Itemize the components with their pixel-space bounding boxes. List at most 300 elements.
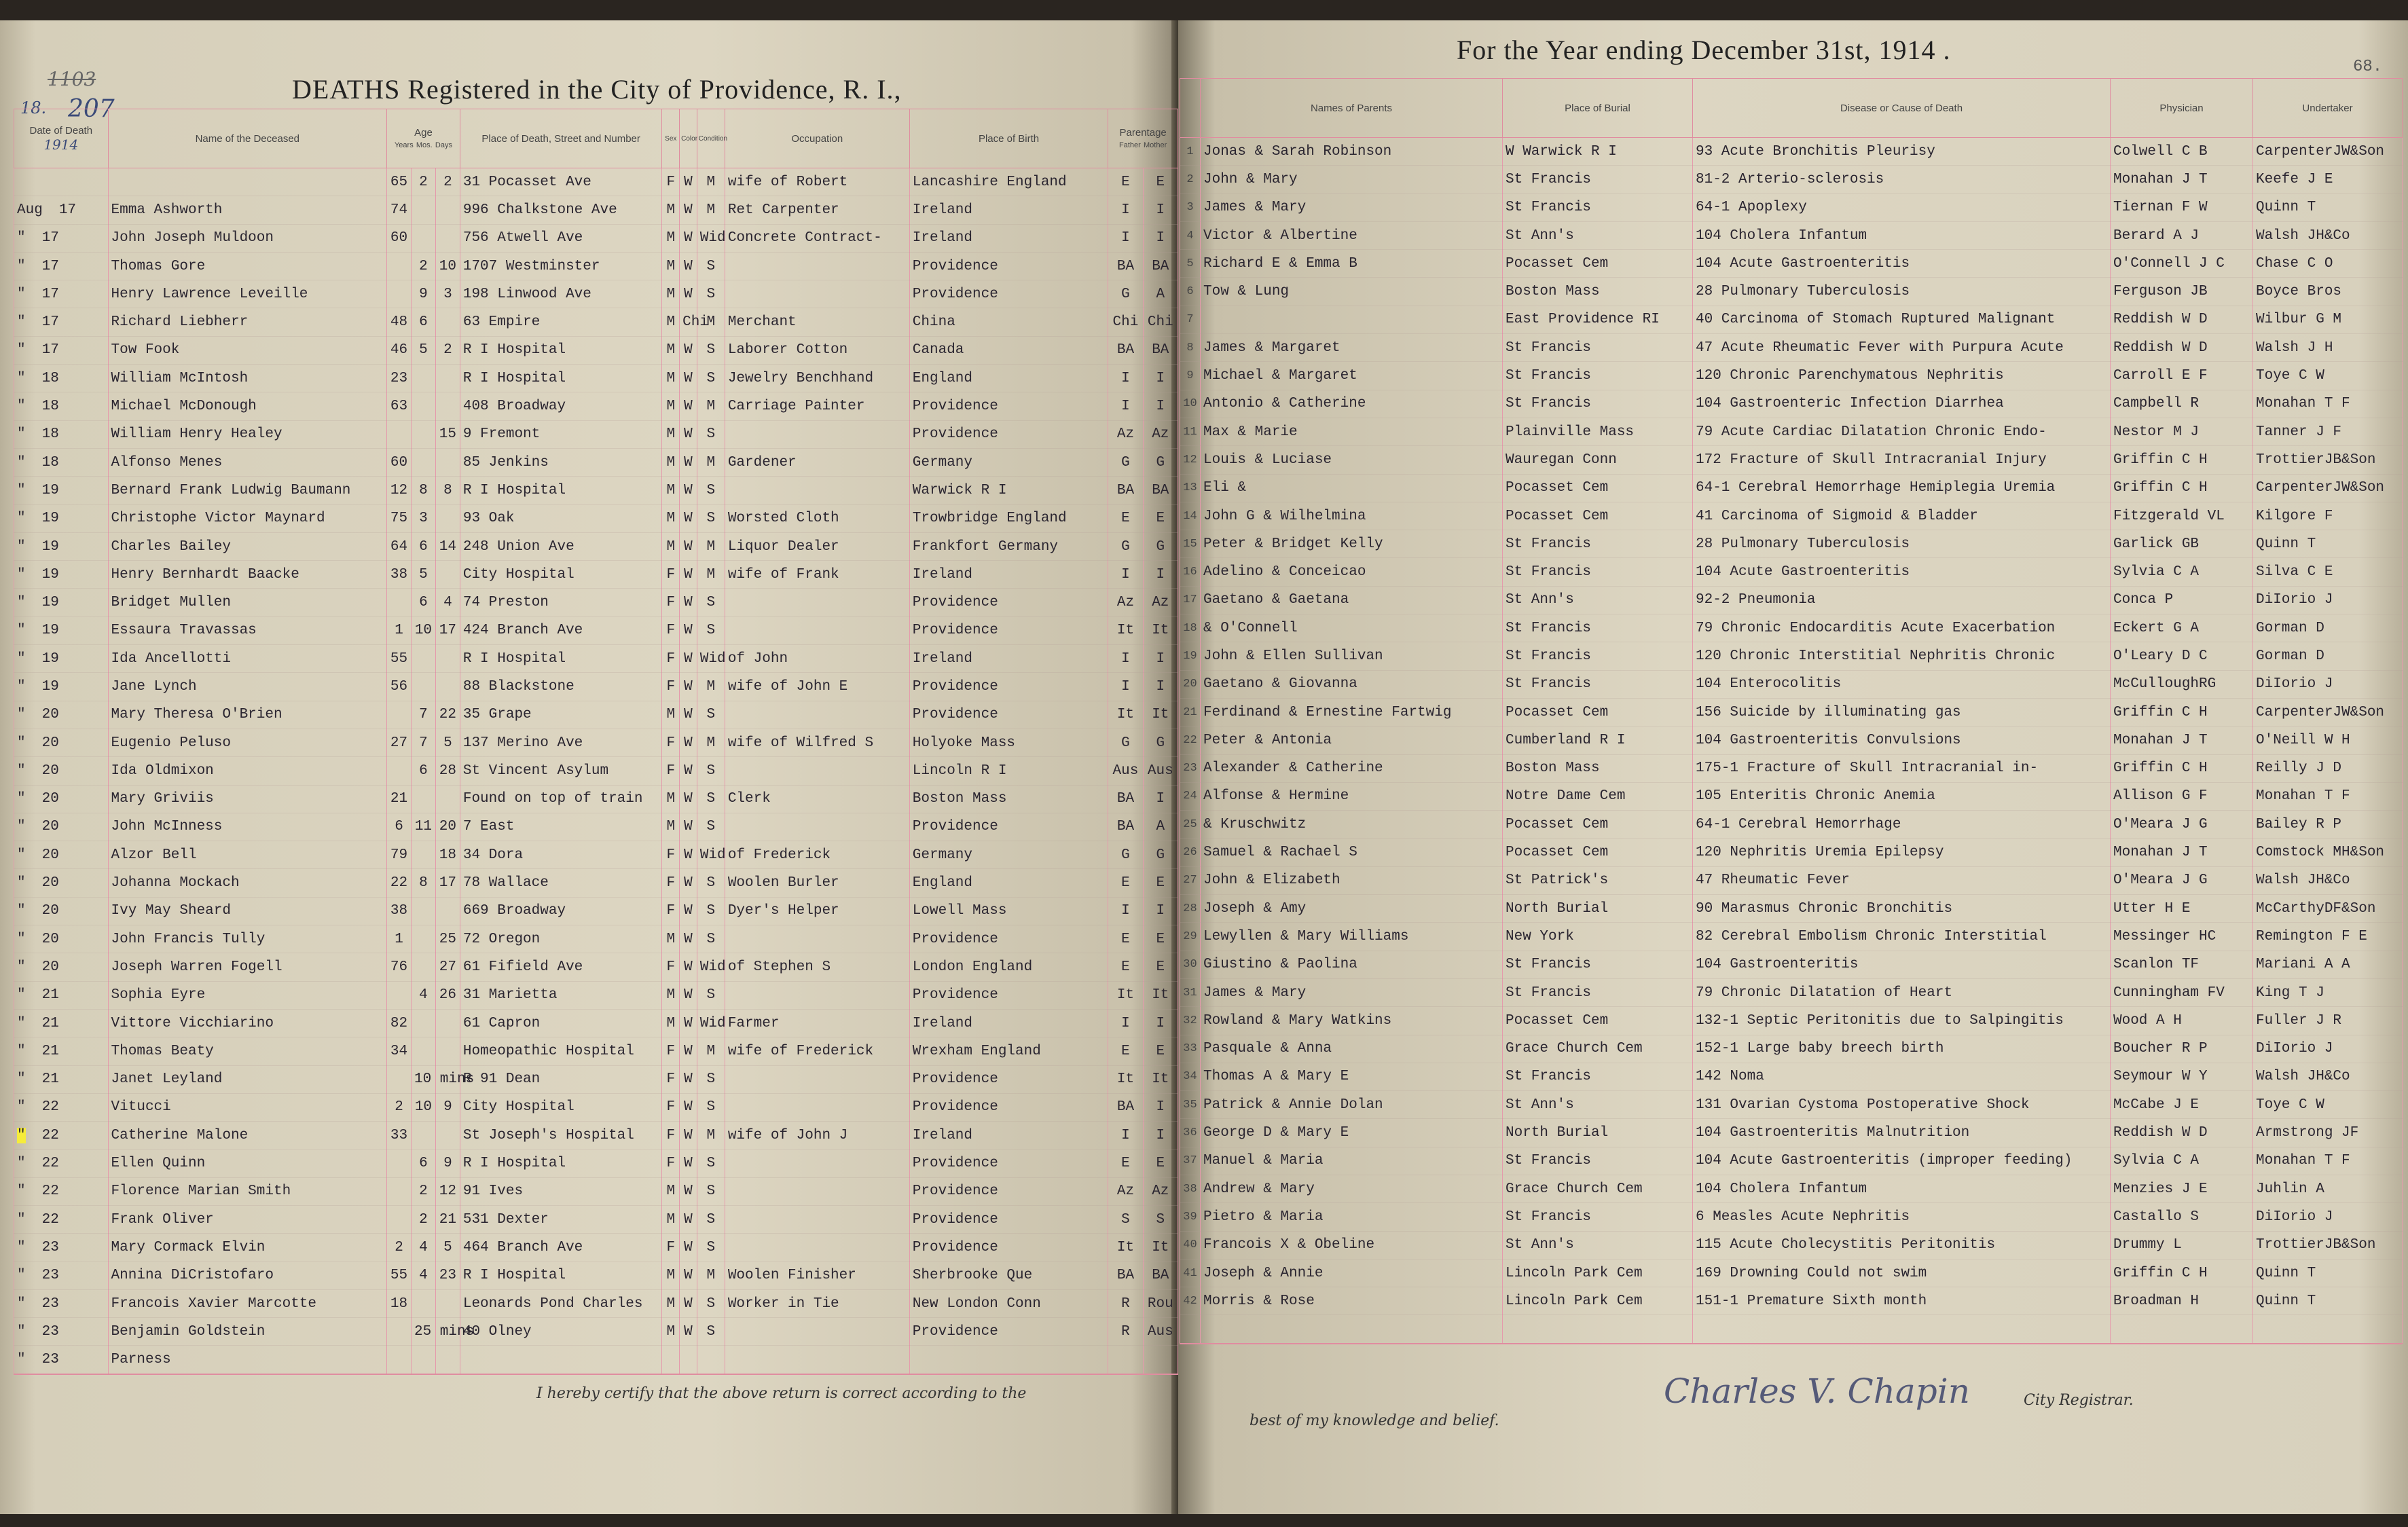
right-table-row: [1180, 502, 2403, 530]
cell-age-days: 2: [435, 336, 460, 364]
cell-condition: S: [697, 757, 725, 785]
cell-father-birthplace: R: [1108, 1289, 1143, 1317]
cell-age-years: 12: [387, 477, 412, 504]
left-register-table: [14, 109, 1178, 1375]
cell-cause: 41 Carcinoma of Sigmoid & Bladder: [1693, 502, 2111, 530]
cell-occupation: Worsted Cloth: [725, 504, 909, 532]
left-table-row: [14, 953, 1178, 981]
cell-parents: Manuel & Maria: [1201, 1147, 1503, 1175]
cell-day: 19: [41, 650, 59, 667]
cell-mother-birthplace: I: [1143, 673, 1178, 701]
left-table-row: [14, 1065, 1178, 1093]
cell-occupation: of John: [725, 645, 909, 673]
cell-parents: John G & Wilhelmina: [1201, 502, 1503, 530]
cell-mother-birthplace: I: [1143, 1093, 1178, 1121]
cell-condition: S: [697, 897, 725, 925]
cell-physician: Carroll E F: [2111, 362, 2253, 390]
cell-month: ": [17, 1043, 26, 1059]
cell-undertaker: Monahan T F: [2253, 782, 2403, 810]
right-table-row: [1180, 138, 2403, 166]
cell-father-birthplace: I: [1108, 897, 1143, 925]
cell-condition: Wid: [697, 1009, 725, 1037]
cell-mother-birthplace: I: [1143, 1122, 1178, 1149]
cell-day: 22: [41, 1211, 59, 1228]
cell-age-days: [435, 365, 460, 392]
cell-undertaker: Fuller J R: [2253, 1007, 2403, 1035]
cell-month: ": [17, 595, 26, 611]
cell-name: Michael McDonough: [108, 392, 387, 420]
cell-month: ": [17, 1156, 26, 1172]
cell-age-months: [411, 925, 435, 953]
cell-burial: St Francis: [1503, 362, 1693, 390]
cell-undertaker: CarpenterJW&Son: [2253, 698, 2403, 726]
cell-row-number: 35: [1180, 1091, 1201, 1119]
cell-birthplace: Providence: [909, 420, 1108, 448]
cell-condition: M: [697, 448, 725, 476]
cell-father-birthplace: BA: [1108, 252, 1143, 280]
cell-age-years: 22: [387, 869, 412, 897]
cell-physician: Monahan J T: [2111, 166, 2253, 194]
col-place-of-death: Place of Death, Street and Number: [460, 109, 662, 168]
left-table-row: [14, 477, 1178, 504]
left-table-row: [14, 224, 1178, 252]
cell-sex: M: [662, 448, 680, 476]
col-undertaker: Undertaker: [2253, 79, 2403, 138]
cell-undertaker: Tanner J F: [2253, 418, 2403, 445]
cell-date: [14, 168, 109, 196]
cell-occupation: [725, 1205, 909, 1233]
cell-occupation: [725, 981, 909, 1009]
cell-undertaker: O'Neill W H: [2253, 726, 2403, 754]
cell-father-birthplace: E: [1108, 168, 1143, 196]
cell-burial: North Burial: [1503, 1119, 1693, 1147]
cell-color: Chi: [680, 308, 697, 336]
cell-month: ": [17, 314, 26, 331]
cell-age-days: 15: [435, 420, 460, 448]
cell-color: W: [680, 1177, 697, 1205]
left-table-row: [14, 1234, 1178, 1262]
cell-date: [14, 953, 109, 981]
cell-birthplace: Trowbridge England: [909, 504, 1108, 532]
cell-place-of-death: 996 Chalkstone Ave: [460, 196, 662, 224]
cell-age-months: 8: [411, 869, 435, 897]
cell-age-months: [411, 645, 435, 673]
cell-parents: Francois X & Obeline: [1201, 1231, 1503, 1259]
cell-date: [14, 617, 109, 644]
cell-row-number: 41: [1180, 1259, 1201, 1287]
cell-month: ": [17, 566, 26, 583]
cell-burial: Notre Dame Cem: [1503, 782, 1693, 810]
cell-cause: 175-1 Fracture of Skull Intracranial in-: [1693, 754, 2111, 782]
cell-place-of-death: 248 Union Ave: [460, 532, 662, 560]
cell-undertaker: DiIorio J: [2253, 1203, 2403, 1231]
cell-condition: M: [697, 729, 725, 756]
cell-physician: Menzies J E: [2111, 1175, 2253, 1202]
left-table-row: [14, 1346, 1178, 1374]
page-number-left: 207: [68, 95, 115, 123]
cell-age-days: 27: [435, 953, 460, 981]
cell-age-years: [387, 757, 412, 785]
cell-month: ": [17, 538, 26, 555]
cell-age-days: [435, 504, 460, 532]
right-table-row: [1180, 1175, 2403, 1202]
cell-day: 20: [41, 847, 59, 863]
cell-color: W: [680, 785, 697, 813]
cell-age-years: 23: [387, 365, 412, 392]
cell-mother-birthplace: Rou: [1143, 1289, 1178, 1317]
cell-row-number: 21: [1180, 698, 1201, 726]
cell-row-number: 3: [1180, 194, 1201, 221]
cell-age-days: 3: [435, 280, 460, 308]
cell-date: [14, 308, 109, 336]
cell-color: W: [680, 392, 697, 420]
cell-cause: 64-1 Cerebral Hemorrhage: [1693, 811, 2111, 839]
cell-condition: S: [697, 1093, 725, 1121]
cell-day: 17: [58, 202, 77, 218]
right-table-row: [1180, 951, 2403, 978]
cell-parents: Rowland & Mary Watkins: [1201, 1007, 1503, 1035]
cell-name: William McIntosh: [108, 365, 387, 392]
cell-age-months: [411, 1346, 435, 1374]
cell-sex: M: [662, 365, 680, 392]
cell-undertaker: Toye C W: [2253, 362, 2403, 390]
cell-date: [14, 1177, 109, 1205]
cell-color: W: [680, 1093, 697, 1121]
cell-occupation: Jewelry Benchhand: [725, 365, 909, 392]
cell-occupation: Farmer: [725, 1009, 909, 1037]
cell-age-years: 75: [387, 504, 412, 532]
cell-cause: 6 Measles Acute Nephritis: [1693, 1203, 2111, 1231]
cell-day: 23: [41, 1295, 59, 1312]
cell-place-of-death: 78 Wallace: [460, 869, 662, 897]
cell-birthplace: Providence: [909, 925, 1108, 953]
cell-name: Ellen Quinn: [108, 1149, 387, 1177]
left-table-row: [14, 561, 1178, 589]
right-table-row: [1180, 390, 2403, 418]
cell-age-days: 8: [435, 477, 460, 504]
cell-burial: St Francis: [1503, 614, 1693, 642]
cell-day: 19: [41, 678, 59, 695]
cell-age-years: 38: [387, 561, 412, 589]
cell-parents: George D & Mary E: [1201, 1119, 1503, 1147]
cell-undertaker: Walsh JH&Co: [2253, 1063, 2403, 1090]
cell-cause: 104 Gastroenteritis Malnutrition: [1693, 1119, 2111, 1147]
cell-parents: Pietro & Maria: [1201, 1203, 1503, 1231]
cell-color: W: [680, 1262, 697, 1289]
left-table-row: [14, 701, 1178, 729]
cell-physician: O'Leary D C: [2111, 642, 2253, 670]
cell-physician: Tiernan F W: [2111, 194, 2253, 221]
cell-age-days: 23: [435, 1262, 460, 1289]
cell-row-number: 27: [1180, 866, 1201, 894]
cell-occupation: wife of Wilfred S: [725, 729, 909, 756]
cell-condition: M: [697, 532, 725, 560]
cell-month: ": [17, 819, 26, 835]
cell-row-number: 17: [1180, 586, 1201, 614]
cell-age-years: 18: [387, 1289, 412, 1317]
cell-day: 20: [41, 762, 59, 779]
cell-physician: Messinger HC: [2111, 923, 2253, 951]
cell-mother-birthplace: G: [1143, 729, 1178, 756]
right-table-row: [1180, 642, 2403, 670]
left-header-row: [14, 109, 1178, 168]
cell-row-number: 25: [1180, 811, 1201, 839]
cell-color: W: [680, 365, 697, 392]
cell-month: ": [17, 426, 26, 443]
cell-condition: S: [697, 1234, 725, 1262]
cell-place-of-death: 137 Merino Ave: [460, 729, 662, 756]
cell-occupation: [725, 1093, 909, 1121]
col-parents: Names of Parents: [1201, 79, 1503, 138]
cell-mother-birthplace: BA: [1143, 336, 1178, 364]
cell-row-number: [1180, 1315, 1201, 1344]
cell-birthplace: Wrexham England: [909, 1037, 1108, 1065]
cell-birthplace: Germany: [909, 841, 1108, 869]
cell-cause: 104 Acute Gastroenteritis: [1693, 558, 2111, 586]
cell-burial: St Francis: [1503, 390, 1693, 418]
cell-date: [14, 224, 109, 252]
cell-age-years: [387, 1205, 412, 1233]
cell-birthplace: Providence: [909, 1093, 1108, 1121]
cell-color: W: [680, 841, 697, 869]
cell-birthplace: Holyoke Mass: [909, 729, 1108, 756]
cell-day: 20: [41, 903, 59, 919]
cell-father-birthplace: It: [1108, 701, 1143, 729]
cell-cause: 28 Pulmonary Tuberculosis: [1693, 530, 2111, 558]
cell-age-months: 6: [411, 532, 435, 560]
cell-physician: Boucher R P: [2111, 1035, 2253, 1063]
cell-birthplace: Providence: [909, 617, 1108, 644]
cell-birthplace: Ireland: [909, 645, 1108, 673]
cell-father-birthplace: I: [1108, 365, 1143, 392]
cell-age-years: 56: [387, 673, 412, 701]
cell-parents: Ferdinand & Ernestine Fartwig: [1201, 698, 1503, 726]
cell-birthplace: London England: [909, 953, 1108, 981]
cell-occupation: [725, 757, 909, 785]
cell-cause: 104 Gastroenteritis Convulsions: [1693, 726, 2111, 754]
cell-birthplace: Frankfort Germany: [909, 532, 1108, 560]
cell-birthplace: Germany: [909, 448, 1108, 476]
registrar-title: City Registrar.: [2024, 1392, 2134, 1409]
cell-date: [14, 1234, 109, 1262]
cell-burial: Lincoln Park Cem: [1503, 1259, 1693, 1287]
cell-cause: 40 Carcinoma of Stomach Ruptured Malignant: [1693, 306, 2111, 333]
cell-birthplace: Ireland: [909, 1009, 1108, 1037]
cell-month: ": [17, 707, 26, 723]
cell-cause: 104 Enterocolitis: [1693, 670, 2111, 698]
cell-undertaker: Comstock MH&Son: [2253, 839, 2403, 866]
cell-age-years: 34: [387, 1037, 412, 1065]
cell-name: John Francis Tully: [108, 925, 387, 953]
cell-age-days: 2: [435, 168, 460, 196]
cell-birthplace: Providence: [909, 1065, 1108, 1093]
right-register-table: [1180, 78, 2403, 1344]
cell-name: Janet Leyland: [108, 1065, 387, 1093]
col-date: Date of Death 1914: [14, 109, 109, 168]
cell-sex: M: [662, 336, 680, 364]
cell-age-months: [411, 673, 435, 701]
left-table-row: [14, 365, 1178, 392]
left-table-body: [14, 168, 1178, 1374]
cell-month: ": [17, 650, 26, 667]
cell-physician: Garlick GB: [2111, 530, 2253, 558]
cell-father-birthplace: G: [1108, 841, 1143, 869]
cell-name: John McInness: [108, 813, 387, 841]
cell-birthplace: Providence: [909, 280, 1108, 308]
cell-age-years: [387, 981, 412, 1009]
cell-age-years: [387, 420, 412, 448]
right-table-row: [1180, 1259, 2403, 1287]
cell-father-birthplace: E: [1108, 504, 1143, 532]
cell-name: Mary Cormack Elvin: [108, 1234, 387, 1262]
cell-month: ": [17, 678, 26, 695]
right-table-row: [1180, 895, 2403, 923]
cell-burial: Pocasset Cem: [1503, 474, 1693, 502]
cell-row-number: 36: [1180, 1119, 1201, 1147]
cell-physician: [2111, 1315, 2253, 1344]
cell-condition: S: [697, 252, 725, 280]
cell-burial: Pocasset Cem: [1503, 1007, 1693, 1035]
cell-name: John Joseph Muldoon: [108, 224, 387, 252]
cell-day: 23: [41, 1239, 59, 1255]
cell-physician: Griffin C H: [2111, 474, 2253, 502]
cell-occupation: Concrete Contract-: [725, 224, 909, 252]
cell-undertaker: Walsh J H: [2253, 334, 2403, 362]
cell-color: W: [680, 701, 697, 729]
cell-father-birthplace: I: [1108, 392, 1143, 420]
cell-day: 17: [41, 286, 59, 302]
cell-occupation: Gardener: [725, 448, 909, 476]
page-prefix: 18.: [20, 98, 47, 117]
left-table-row: [14, 280, 1178, 308]
cell-father-birthplace: R: [1108, 1318, 1143, 1346]
cell-date: [14, 252, 109, 280]
cell-date: [14, 448, 109, 476]
cell-age-months: [411, 420, 435, 448]
cell-color: W: [680, 1009, 697, 1037]
cell-age-years: 76: [387, 953, 412, 981]
cell-burial: St Ann's: [1503, 1091, 1693, 1119]
cell-age-years: [387, 1346, 412, 1374]
cell-mother-birthplace: G: [1143, 448, 1178, 476]
col-occupation: Occupation: [725, 109, 909, 168]
cell-age-days: [435, 448, 460, 476]
right-table-row: [1180, 1315, 2403, 1344]
cell-age-years: [387, 1149, 412, 1177]
cell-color: W: [680, 925, 697, 953]
cell-occupation: Dyer's Helper: [725, 897, 909, 925]
cell-age-years: 60: [387, 448, 412, 476]
cell-undertaker: Walsh JH&Co: [2253, 866, 2403, 894]
cell-color: W: [680, 252, 697, 280]
cell-undertaker: Quinn T: [2253, 1287, 2403, 1315]
cell-age-days: [435, 785, 460, 813]
cell-mother-birthplace: I: [1143, 897, 1178, 925]
cell-physician: Griffin C H: [2111, 698, 2253, 726]
cell-color: W: [680, 1037, 697, 1065]
right-table-row: [1180, 670, 2403, 698]
right-table-row: [1180, 278, 2403, 306]
right-table-row: [1180, 1231, 2403, 1259]
cell-age-years: 74: [387, 196, 412, 224]
cell-age-months: 4: [411, 1262, 435, 1289]
cell-age-days: [435, 1122, 460, 1149]
cell-parents: John & Ellen Sullivan: [1201, 642, 1503, 670]
cell-condition: S: [697, 981, 725, 1009]
cell-sex: M: [662, 1205, 680, 1233]
cell-occupation: wife of Frederick: [725, 1037, 909, 1065]
cell-parents: Tow & Lung: [1201, 278, 1503, 306]
left-table-row: [14, 729, 1178, 756]
cell-father-birthplace: G: [1108, 532, 1143, 560]
cell-mother-birthplace: It: [1143, 617, 1178, 644]
cell-cause: 64-1 Apoplexy: [1693, 194, 2111, 221]
cell-date: [14, 1065, 109, 1093]
cell-physician: Monahan J T: [2111, 839, 2253, 866]
cell-burial: Grace Church Cem: [1503, 1035, 1693, 1063]
cell-age-months: [411, 448, 435, 476]
cell-month: ": [17, 1183, 26, 1200]
cell-age-years: 1: [387, 925, 412, 953]
cell-undertaker: Quinn T: [2253, 1259, 2403, 1287]
cell-condition: M: [697, 673, 725, 701]
cell-birthplace: Ireland: [909, 224, 1108, 252]
cell-age-years: 38: [387, 897, 412, 925]
right-table-row: [1180, 334, 2403, 362]
cell-parents: Alfonse & Hermine: [1201, 782, 1503, 810]
cell-age-months: 6: [411, 1149, 435, 1177]
cell-undertaker: TrottierJB&Son: [2253, 1231, 2403, 1259]
cell-row-number: 11: [1180, 418, 1201, 445]
cell-row-number: 23: [1180, 754, 1201, 782]
cell-father-birthplace: It: [1108, 981, 1143, 1009]
cell-name: Tow Fook: [108, 336, 387, 364]
cell-age-months: [411, 785, 435, 813]
cell-age-days: [435, 308, 460, 336]
cell-burial: New York: [1503, 923, 1693, 951]
cell-date: [14, 757, 109, 785]
cell-age-months: 9: [411, 280, 435, 308]
cell-age-months: [411, 365, 435, 392]
cell-father-birthplace: G: [1108, 729, 1143, 756]
cell-place-of-death: 9 Fremont: [460, 420, 662, 448]
cell-row-number: 34: [1180, 1063, 1201, 1090]
right-table-row: [1180, 418, 2403, 445]
cell-age-days: 22: [435, 701, 460, 729]
cell-month: ": [17, 1239, 26, 1255]
cell-physician: Campbell R: [2111, 390, 2253, 418]
cell-month: ": [17, 931, 26, 947]
cell-place-of-death: City Hospital: [460, 561, 662, 589]
cell-cause: 28 Pulmonary Tuberculosis: [1693, 278, 2111, 306]
cell-parents: James & Margaret: [1201, 334, 1503, 362]
cell-month: ": [17, 762, 26, 779]
cell-mother-birthplace: It: [1143, 981, 1178, 1009]
cell-month: ": [17, 1099, 26, 1116]
right-table-row: [1180, 1091, 2403, 1119]
cell-undertaker: King T J: [2253, 978, 2403, 1006]
left-table-row: [14, 504, 1178, 532]
cell-age-months: 10: [411, 1093, 435, 1121]
cell-physician: Colwell C B: [2111, 138, 2253, 166]
cell-sex: F: [662, 561, 680, 589]
cell-sex: M: [662, 1262, 680, 1289]
cell-color: W: [680, 477, 697, 504]
cell-day: 17: [41, 258, 59, 274]
cell-condition: S: [697, 869, 725, 897]
cell-date: [14, 336, 109, 364]
cell-age-months: 7: [411, 701, 435, 729]
